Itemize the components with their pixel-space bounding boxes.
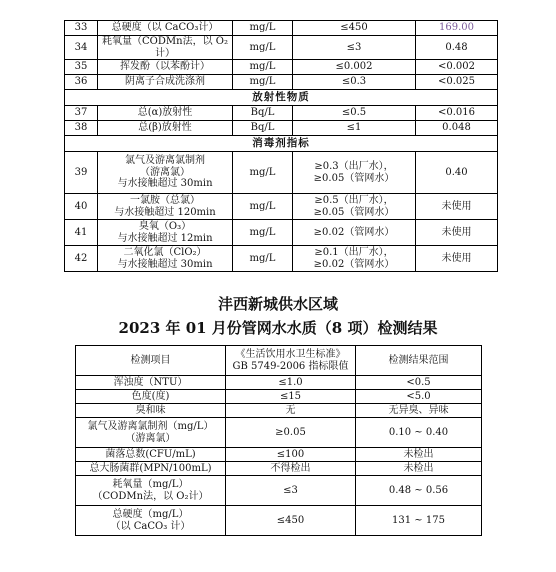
item-unit: mg/L (233, 21, 293, 36)
row-number: 42 (65, 246, 98, 272)
table-row (65, 220, 498, 246)
item-result: 131 ~ 175 (356, 506, 482, 536)
item-name: 耗氧量（CODMn法，以 O₂计） (98, 36, 233, 60)
item-name-line: （游离氯） (125, 432, 176, 444)
item-result: 无异臭、异味 (356, 404, 482, 418)
item-name (98, 246, 233, 272)
item-limit: ≤0.5 (293, 106, 416, 121)
table-row (65, 106, 498, 121)
item-name (76, 476, 226, 506)
item-name-line: 与水接触超过 120min (114, 206, 216, 218)
item-name (98, 152, 233, 194)
item-result: 未使用 (416, 220, 498, 246)
table-row (65, 152, 498, 194)
item-unit: mg/L (233, 220, 293, 246)
item-result: 0.48 (416, 36, 498, 60)
row-number: 40 (65, 194, 98, 220)
item-name: 臭和味 (76, 404, 226, 418)
section-heading-disinfectant: 消毒剂指标 (65, 136, 498, 152)
section-heading-radioactive: 放射性物质 (65, 90, 498, 106)
item-result: <0.025 (416, 75, 498, 90)
item-limit-line: ≥0.02（管网水） (313, 258, 395, 270)
table-row (65, 194, 498, 220)
report-title (0, 292, 556, 340)
item-name-line: 耗氧量（mg/L） (112, 479, 189, 490)
table-header-row (76, 346, 482, 376)
item-limit-line: ≥0.05（管网水） (313, 172, 395, 184)
header-result: 检测结果范围 (356, 346, 482, 376)
item-name: 总(β)放射性 (98, 121, 233, 136)
row-number: 39 (65, 152, 98, 194)
section-row (65, 90, 498, 106)
item-result: 0.40 (416, 152, 498, 194)
item-limit: ≤1 (293, 121, 416, 136)
item-limit: ≤15 (226, 390, 356, 404)
table-row (65, 75, 498, 90)
item-result: 未使用 (416, 246, 498, 272)
table-row (65, 60, 498, 75)
item-unit: Bq/L (233, 121, 293, 136)
title-report: 2023 年 01 月份管网水水质（8 项）检测结果 (118, 319, 438, 337)
table-row (76, 448, 482, 462)
row-number: 34 (65, 36, 98, 60)
item-unit: mg/L (233, 60, 293, 75)
table-row (65, 121, 498, 136)
header-limit (226, 346, 356, 376)
item-limit (293, 246, 416, 272)
item-limit-line: ≥0.05（管网水） (313, 206, 395, 218)
item-name-line: 氯气及游离氯制剂 (125, 155, 205, 167)
item-result: 未检出 (356, 462, 482, 476)
item-result: 未使用 (416, 194, 498, 220)
item-limit: ≤3 (226, 476, 356, 506)
row-number: 35 (65, 60, 98, 75)
header-limit-line: GB 5749-2006 指标限值 (232, 360, 349, 372)
row-number: 33 (65, 21, 98, 36)
table-row (65, 246, 498, 272)
item-name: 总硬度（以 CaCO₃计） (98, 21, 233, 36)
item-limit: 不得检出 (226, 462, 356, 476)
table-row (76, 476, 482, 506)
item-name-line: 总硬度（mg/L） (112, 509, 189, 520)
item-result: 169.00 (416, 21, 498, 36)
item-result: <0.016 (416, 106, 498, 121)
pipe-network-quality-table (75, 345, 482, 536)
item-unit: mg/L (233, 246, 293, 272)
item-unit: mg/L (233, 152, 293, 194)
item-name-line: 二氧化氯（ClO₂） (123, 247, 207, 258)
item-limit-line: ≥0.5（出厂水）， (314, 195, 394, 206)
item-name-line: （CODMn法，以 O₂计） (92, 490, 209, 502)
item-unit: mg/L (233, 194, 293, 220)
item-result: <0.5 (356, 376, 482, 390)
section-row (65, 136, 498, 152)
title-region: 沣西新城供水区域 (217, 295, 338, 313)
item-unit: mg/L (233, 75, 293, 90)
item-name (76, 418, 226, 448)
item-limit-line: ≥0.3（出厂水）， (314, 161, 394, 172)
item-name (98, 194, 233, 220)
item-limit: ≤450 (293, 21, 416, 36)
table-row (76, 376, 482, 390)
table-row (65, 21, 498, 36)
table-row (76, 506, 482, 536)
item-limit: ≤450 (226, 506, 356, 536)
item-name (98, 220, 233, 246)
item-limit: ≤0.002 (293, 60, 416, 75)
item-unit: mg/L (233, 36, 293, 60)
item-limit: ≥0.02（管网水） (293, 220, 416, 246)
item-name: 总大肠菌群(MPN/100mL) (76, 462, 226, 476)
item-name (76, 506, 226, 536)
item-result: 0.10 ~ 0.40 (356, 418, 482, 448)
item-limit: ≤3 (293, 36, 416, 60)
water-quality-table-continued (64, 20, 498, 272)
item-name-line: 氯气及游离氯制剂（mg/L） (87, 421, 214, 432)
row-number: 41 (65, 220, 98, 246)
item-name-line: （以 CaCO₃ 计） (110, 520, 191, 532)
table-row (76, 462, 482, 476)
item-limit-line: ≥0.1（出厂水）， (314, 247, 394, 258)
table-row (76, 390, 482, 404)
item-name: 挥发酚（以苯酚计） (98, 60, 233, 75)
item-result: <0.002 (416, 60, 498, 75)
row-number: 37 (65, 106, 98, 121)
table-row (76, 404, 482, 418)
item-name: 浑浊度（NTU） (76, 376, 226, 390)
item-limit (293, 152, 416, 194)
item-result: 0.048 (416, 121, 498, 136)
item-name-line: 与水接触超过 30min (117, 258, 213, 270)
item-name: 色度(度) (76, 390, 226, 404)
item-limit: 无 (226, 404, 356, 418)
item-name-line: 与水接触超过 30min (117, 178, 213, 190)
header-limit-line: 《生活饮用水卫生标准》 (235, 349, 346, 360)
item-limit: ≤1.0 (226, 376, 356, 390)
item-limit: ≤0.3 (293, 75, 416, 90)
row-number: 36 (65, 75, 98, 90)
item-result: 0.48 ~ 0.56 (356, 476, 482, 506)
table-row (76, 418, 482, 448)
item-result: 未检出 (356, 448, 482, 462)
item-name-line: 臭氧（O₃） (138, 221, 192, 232)
item-name: 阴离子合成洗涤剂 (98, 75, 233, 90)
item-limit: ≤100 (226, 448, 356, 462)
header-item: 检测项目 (76, 346, 226, 376)
item-result: <5.0 (356, 390, 482, 404)
item-name-line: 与水接触超过 12min (117, 232, 213, 244)
item-limit: ≥0.05 (226, 418, 356, 448)
item-limit (293, 194, 416, 220)
table-row (65, 36, 498, 60)
item-unit: Bq/L (233, 106, 293, 121)
item-name-line: 一氯胺（总氯） (130, 195, 200, 206)
item-name: 菌落总数(CFU/mL) (76, 448, 226, 462)
row-number: 38 (65, 121, 98, 136)
item-name: 总(α)放射性 (98, 106, 233, 121)
item-name-line: （游离氯） (140, 166, 190, 178)
